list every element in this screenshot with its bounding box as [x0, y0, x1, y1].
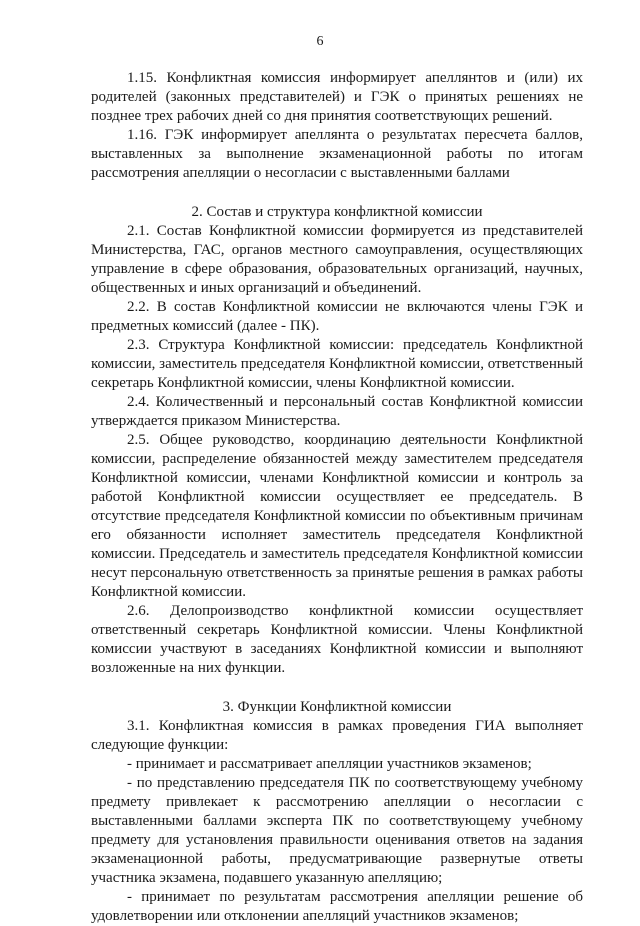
paragraph-2-3: 2.3. Структура Конфликтной комиссии: председатель Конфликтной комиссии, заместитель председателя Конфликтной комиссии, ответственный секретарь Конфликтной комиссии, члены Конфликтной комиссии. [91, 337, 583, 391]
paragraph-2-5: 2.5. Общее руководство, координацию деятельности Конфликтной комиссии, распределение обязанностей между заместителем председателя Конфликтной комиссии, членами Конфликтной комиссии и контроль за работой Конфликтной комиссии осуществляет ее председатель. В отсутствие председателя Конфликтной комиссии по объективным причинам его обязанности исполняет заместитель председателя Конфликтной комиссии. Председатель и заместитель председателя Конфликтной комиссии несут персональную ответственность за принятые решения в рамках работы Конфликтной комиссии. [91, 432, 583, 600]
document-body [91, 69, 583, 926]
list-item-accepts-appeals: - принимает и рассматривает апелляции участников экзаменов; [127, 756, 532, 772]
paragraph-2-6: 2.6. Делопроизводство конфликтной комиссии осуществляет ответственный секретарь Конфликтной комиссии. Члены Конфликтной комиссии участвуют в заседаниях Конфликтной комиссии и выполняют возложенные на них функции. [91, 603, 583, 676]
list-item-involves-expert: - по представлению председателя ПК по соответствующему учебному предмету привлекает к рассмотрению апелляции о несогласии с выставленными баллами эксперта ПК по соответствующему учебному предмету для установления правильности оценивания ответов на задания экзаменационной работы, предусматривающие развернутые ответы участника экзамена, подавшего указанную апелляцию; [91, 775, 583, 886]
section-2-heading: 2. Состав и структура конфликтной комиссии [191, 204, 483, 220]
paragraph-3-1: 3.1. Конфликтная комиссия в рамках проведения ГИА выполняет следующие функции: [91, 718, 583, 753]
section-3-heading: 3. Функции Конфликтной комиссии [222, 699, 452, 715]
paragraph-2-4: 2.4. Количественный и персональный состав Конфликтной комиссии утверждается приказом Министерства. [91, 394, 583, 429]
paragraph-1-16: 1.16. ГЭК информирует апеллянта о результатах пересчета баллов, выставленных за выполнение экзаменационной работы по итогам рассмотрения апелляции о несогласии с выставленными баллами [91, 127, 583, 181]
list-item-makes-decision: - принимает по результатам рассмотрения апелляции решение об удовлетворении или отклонении апелляций участников экзаменов; [91, 889, 583, 924]
paragraph-2-1: 2.1. Состав Конфликтной комиссии формируется из представителей Министерства, ГАС, органов местного самоуправления, осуществляющих управление в сфере образования, образовательных организаций, научных, общественных и иных организаций и объединений. [91, 223, 583, 296]
page-number: 6 [316, 34, 324, 49]
paragraph-1-15: 1.15. Конфликтная комиссия информирует апеллянтов и (или) их родителей (законных представителей) и ГЭК о принятых решениях не позднее трех рабочих дней со дня принятия соответствующих решений. [91, 70, 583, 124]
paragraph-2-2: 2.2. В состав Конфликтной комиссии не включаются члены ГЭК и предметных комиссий (далее - ПК). [91, 299, 583, 334]
